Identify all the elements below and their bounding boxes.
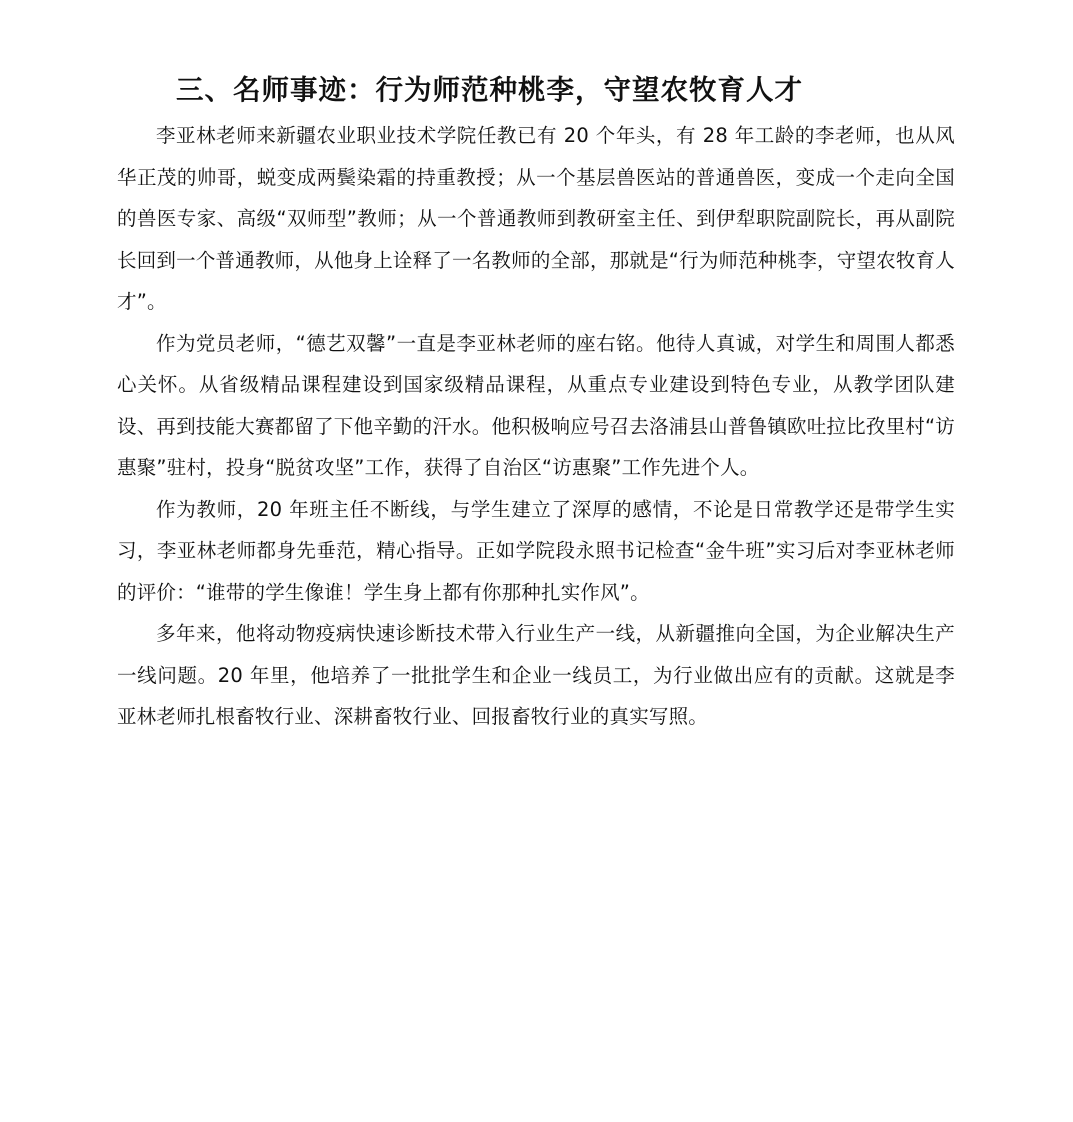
paragraph-head-teacher: 作为教师，20 年班主任不断线，与学生建立了深厚的感情，不论是日常教学还是带学生实习，李亚林老师都身先垂范，精心指导。正如学院段永照书记检查“金牛班”实习后对李亚林老师的评价：“谁带的学生像谁！学生身上都有你那种扎实作风”。 — [117, 497, 955, 604]
document-body — [117, 115, 955, 738]
section-heading: 三、名师事迹：行为师范种桃李，守望农牧育人才 — [176, 74, 803, 106]
paragraph-contribution: 多年来，他将动物疫病快速诊断技术带入行业生产一线，从新疆推向全国，为企业解决生产一线问题。20 年里，他培养了一批批学生和企业一线员工，为行业做出应有的贡献。这就是李亚林老师扎根畜牧行业、深耕畜牧行业、回报畜牧行业的真实写照。 — [117, 622, 955, 728]
paragraph-party-member: 作为党员老师，“德艺双馨”一直是李亚林老师的座右铭。他待人真诚，对学生和周围人都悉心关怀。从省级精品课程建设到国家级精品课程，从重点专业建设到特色专业，从教学团队建设、再到技能大赛都留了下他辛勤的汗水。他积极响应号召去洛浦县山普鲁镇欧吐拉比孜里村“访惠聚”驻村，投身“脱贫攻坚”工作，获得了自治区“访惠聚”工作先进个人。 — [117, 331, 955, 479]
paragraph-intro: 李亚林老师来新疆农业职业技术学院任教已有 20 个年头，有 28 年工龄的李老师，也从风华正茂的帅哥，蜕变成两鬓染霜的持重教授；从一个基层兽医站的普通兽医，变成一个走向全国的兽医专家、高级“双师型”教师；从一个普通教师到教研室主任、到伊犁职院副院长，再从副院长回到一个普通教师，从他身上诠释了一名教师的全部，那就是“行为师范种桃李，守望农牧育人才”。 — [117, 124, 955, 313]
